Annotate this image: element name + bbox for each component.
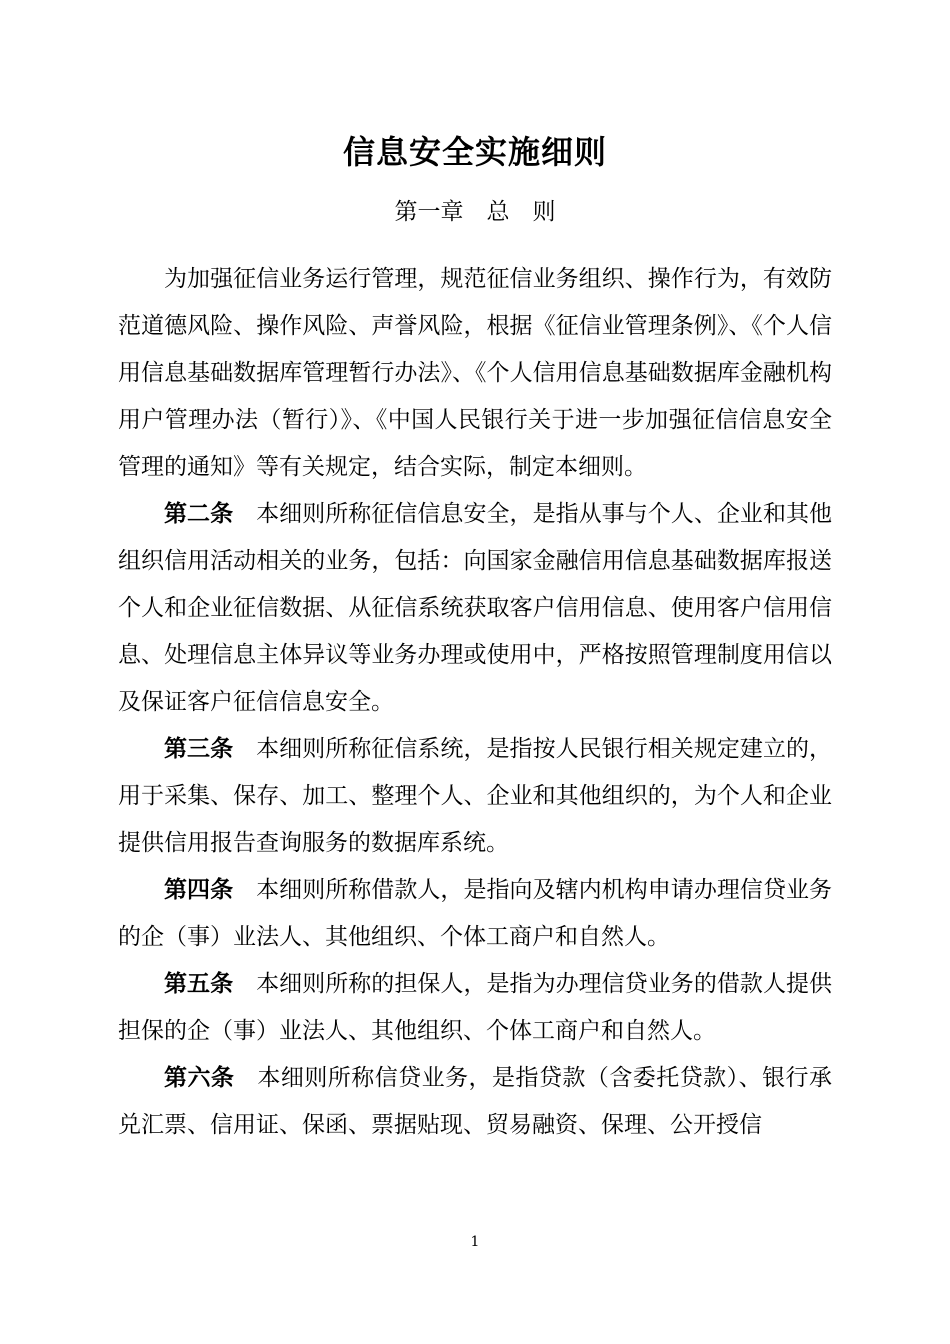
article-label: 第四条	[164, 877, 234, 903]
article-text: 本细则所称征信信息安全，是指从事与个人、企业和其他组织信用活动相关的业务，包括：向国家金融信用信息基础数据库报送个人和企业征信数据、从征信系统获取客户信用信息、使用客户信用信息、处理信息主体异议等业务办理或使用中，严格按照管理制度用信以及保证客户征信信息安全。	[118, 501, 833, 715]
paragraph-preamble	[118, 256, 832, 491]
page-number: 1	[470, 1234, 480, 1250]
document-body	[118, 256, 832, 1149]
article-text: 本细则所称信贷业务，是指贷款（含委托贷款）、银行承兑汇票、信用证、保函、票据贴现、贸易融资、保理、公开授信	[118, 1065, 833, 1138]
document-title: 信息安全实施细则	[342, 133, 607, 171]
article-label: 第二条	[164, 501, 234, 527]
article-2	[118, 491, 832, 726]
article-label: 第三条	[164, 736, 234, 762]
article-label: 第六条	[164, 1065, 235, 1091]
article-text: 本细则所称征信系统，是指按人民银行相关规定建立的，用于采集、保存、加工、整理个人、企业和其他组织的，为个人和企业提供信用报告查询服务的数据库系统。	[118, 736, 833, 856]
article-text: 本细则所称借款人，是指向及辖内机构申请办理信贷业务的企（事）业法人、其他组织、个体工商户和自然人。	[118, 877, 833, 950]
article-5	[118, 961, 832, 1055]
article-3	[118, 726, 832, 867]
paragraph-text: 为加强征信业务运行管理，规范征信业务组织、操作行为，有效防范道德风险、操作风险、声誉风险，根据《征信业管理条例》、《个人信用信息基础数据库管理暂行办法》、《个人信用信息基础数据库金融机构用户管理办法（暂行）》、《中国人民银行关于进一步加强征信信息安全管理的通知》等有关规定，结合实际，制定本细则。	[118, 266, 832, 480]
article-label: 第五条	[164, 971, 234, 997]
article-4	[118, 867, 832, 961]
chapter-heading: 第一章 总 则	[394, 199, 556, 225]
article-text: 本细则所称的担保人，是指为办理信贷业务的借款人提供担保的企（事）业法人、其他组织、个体工商户和自然人。	[118, 971, 833, 1044]
article-6	[118, 1055, 832, 1149]
